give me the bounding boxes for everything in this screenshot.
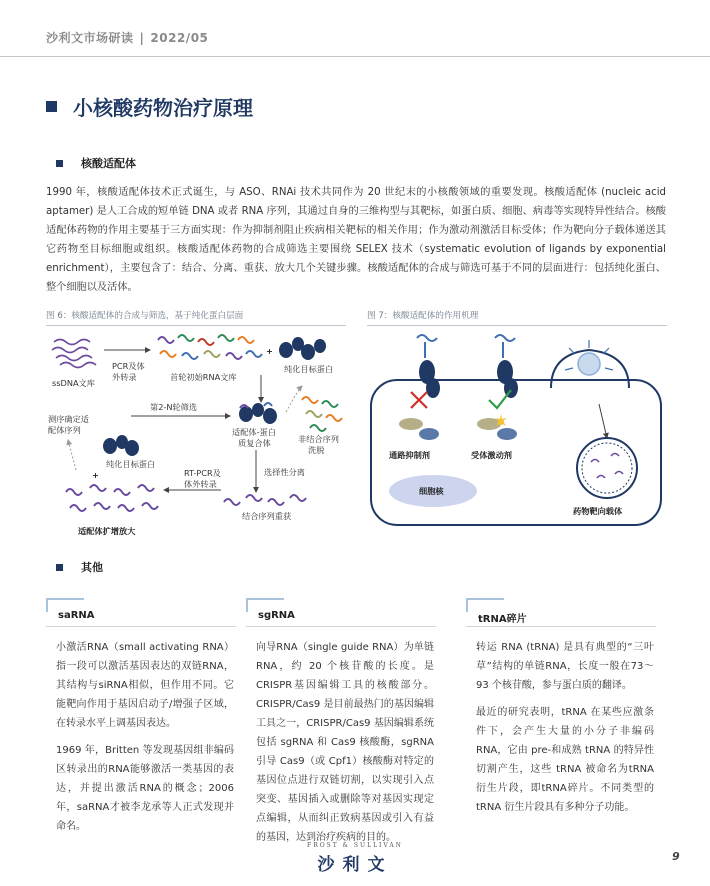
column-title: saRNA bbox=[58, 610, 95, 621]
rtpcr-label-1: RT-PCR及 bbox=[184, 468, 221, 478]
column-divider bbox=[246, 626, 436, 627]
page-header bbox=[46, 29, 208, 46]
ssdna-strands-icon bbox=[52, 340, 96, 368]
amplify-label: 适配体扩增放大 bbox=[78, 526, 136, 536]
recover-label: 结合序列重获 bbox=[242, 511, 292, 521]
molecule-left-b bbox=[419, 428, 439, 440]
purified-protein-left-label: 纯化目标蛋白 bbox=[106, 459, 156, 469]
column-sarna bbox=[46, 598, 236, 832]
purified-protein-icon bbox=[279, 337, 326, 360]
figure7-mechanism-diagram bbox=[367, 330, 667, 530]
header-separator: | bbox=[139, 31, 145, 45]
bullet-square-icon bbox=[56, 564, 63, 571]
plus-sign-2: + bbox=[92, 470, 99, 480]
figure7-caption: 图 7：核酸适配体的作用机理 bbox=[367, 311, 479, 321]
section-title: 核酸适配体 bbox=[81, 157, 136, 170]
column-body bbox=[476, 638, 654, 817]
column-title: sgRNA bbox=[258, 610, 295, 621]
column-paragraph: 转运 RNA (tRNA) 是具有典型的“三叶草”结构的单链RNA，长度一般在73～93 个核苷酸，参与蛋白质的翻译。 bbox=[476, 642, 654, 691]
pcr-label-2: 外转录 bbox=[112, 372, 137, 382]
header-brand: 沙利文市场研读 bbox=[46, 31, 134, 45]
figure6-selex-diagram bbox=[46, 330, 356, 540]
page-title: 小核酸药物治疗原理 bbox=[73, 96, 253, 120]
figure6-caption: 图 6：核酸适配体的合成与筛选，基于纯化蛋白层面 bbox=[46, 311, 244, 321]
agonist-label: 受体激动剂 bbox=[471, 450, 512, 460]
section-heading-aptamer bbox=[56, 155, 136, 171]
column-sgrna bbox=[246, 598, 436, 843]
column-trna-fragment bbox=[466, 598, 656, 813]
nonbinding-label-2: 洗脱 bbox=[308, 445, 325, 455]
selective-separation-label: 选择性分离 bbox=[264, 467, 305, 477]
plus-sign-1: + bbox=[266, 346, 273, 356]
first-rna-library-label: 首轮初始RNA文库 bbox=[170, 372, 237, 382]
title-square-icon bbox=[46, 101, 57, 112]
column-paragraph: 1969 年，Britten 等发现基因组非编码区转录出的RNA能够激活一类基因的表达，并提出激活RNA的概念；2006 年，saRNA才被李龙承等人正式发现并命名。 bbox=[56, 745, 234, 832]
carrier-vesicle-icon bbox=[577, 438, 637, 498]
footer-logo-cn: 沙利文 bbox=[317, 855, 393, 875]
sequencing-label-1: 测序确定适 bbox=[48, 414, 89, 424]
header-date: 2022/05 bbox=[150, 31, 209, 45]
pcr-label-1: PCR及体 bbox=[112, 361, 145, 371]
section-heading-others bbox=[56, 559, 103, 575]
amplified-aptamers-icon bbox=[66, 485, 158, 511]
column-body bbox=[56, 638, 234, 836]
column-divider bbox=[46, 626, 236, 627]
ssdna-label: ssDNA文库 bbox=[52, 378, 95, 388]
figure7-caption-rule bbox=[367, 325, 667, 326]
column-paragraph: 向导RNA（single guide RNA）为单链RNA，约 20 个核苷酸的长度。是 CRISPR基因编辑工具的核酸部分。CRISPR/Cas9 是目前最热门的基因编辑工具之一，CRISPR/Cas9 基因编辑系统包括 sgRNA 和 Cas9 核酸酶，sgRNA引导 Cas9（或 Cpf1）核酸酶对特定的基因位点进行双链切割，以实现引入点突变、基因插入或删除等对基因实现定点编辑，从而纠正致病基因或引入有益的基因，达到治疗疾病的目的。 bbox=[256, 642, 434, 843]
sequencing-label-2: 配体序列 bbox=[48, 425, 81, 435]
carrier-label: 药物靶向载体 bbox=[573, 506, 623, 516]
footer-logo bbox=[290, 842, 420, 875]
molecule-left-a bbox=[399, 418, 423, 430]
nonbinding-sequences-icon bbox=[302, 397, 342, 431]
nonbinding-label-1: 非结合序列 bbox=[298, 434, 339, 444]
inhibitor-label: 通路抑制剂 bbox=[389, 450, 430, 460]
purified-protein-label: 纯化目标蛋白 bbox=[284, 364, 334, 374]
column-body bbox=[256, 638, 434, 847]
complex-label-1: 适配体-蛋白 bbox=[232, 427, 276, 437]
complex-label-2: 质复合体 bbox=[238, 438, 271, 448]
footer-logo-en: FROST & SULLIVAN bbox=[307, 842, 403, 849]
bullet-square-icon bbox=[56, 160, 63, 167]
nucleus-label: 细胞核 bbox=[419, 486, 444, 496]
round-selection-label: 第2-N轮筛选 bbox=[150, 402, 198, 412]
header-divider bbox=[0, 56, 710, 57]
figure6-caption-rule bbox=[46, 325, 346, 326]
molecule-mid-b bbox=[497, 428, 517, 440]
column-divider bbox=[466, 626, 656, 627]
aptamer-protein-complex-icon bbox=[239, 403, 277, 424]
rna-library-icon bbox=[158, 335, 262, 359]
page-title-block bbox=[46, 92, 253, 121]
drug-payload-icon bbox=[578, 353, 600, 375]
section-title: 其他 bbox=[81, 561, 103, 574]
intro-paragraph: 1990 年，核酸适配体技术正式诞生，与 ASO、RNAi 技术共同作为 20 世纪末的小核酸领域的重要发现。核酸适配体 (nucleic acid aptamer) 是人工合成的短单链 DNA 或者 RNA 序列，其通过自身的三维构型与其靶标，如蛋白质、细胞、病毒等实现特异性结合。核酸适配体药物的作用主要基于三方面实现：作为抑制剂阻止疾病相关靶标的相关作用；作为激动剂激活目标受体；作为靶向分子载体递送其它药物至目标细胞或组织。核酸适配体药物的合成筛选主要围绕 SELEX 技术（systematic evolution of ligands by exponential enrichment），主要包含了：结合、分离、重获、放大几个关键步骤。核酸适配体的合成与筛选可基于不同的层面进行：包括纯化蛋白、整个细胞以及活体。 bbox=[46, 187, 666, 293]
recovered-sequences-icon bbox=[224, 495, 306, 505]
column-paragraph: 小激活RNA（small activating RNA）指一段可以激活基因表达的双链RNA，其结构与siRNA相似，但作用不同。它能靶向作用于基因启动子/增强子区域，在转录水平上调基因表达。 bbox=[56, 642, 234, 729]
column-title: tRNA碎片 bbox=[478, 614, 527, 625]
column-paragraph: 最近的研究表明，tRNA 在某些应激条件下，会产生大量的小分子非编码RNA，它由 pre-和成熟 tRNA 的特异性切割产生，这些 tRNA 被命名为tRNA 衍生片段，即tRNA碎片。不同类型的 tRNA 衍生片段具有多种分子功能。 bbox=[476, 707, 654, 813]
rtpcr-label-2: 体外转录 bbox=[184, 479, 217, 489]
purified-protein-left-icon bbox=[103, 435, 139, 456]
page-number: 9 bbox=[672, 850, 680, 863]
